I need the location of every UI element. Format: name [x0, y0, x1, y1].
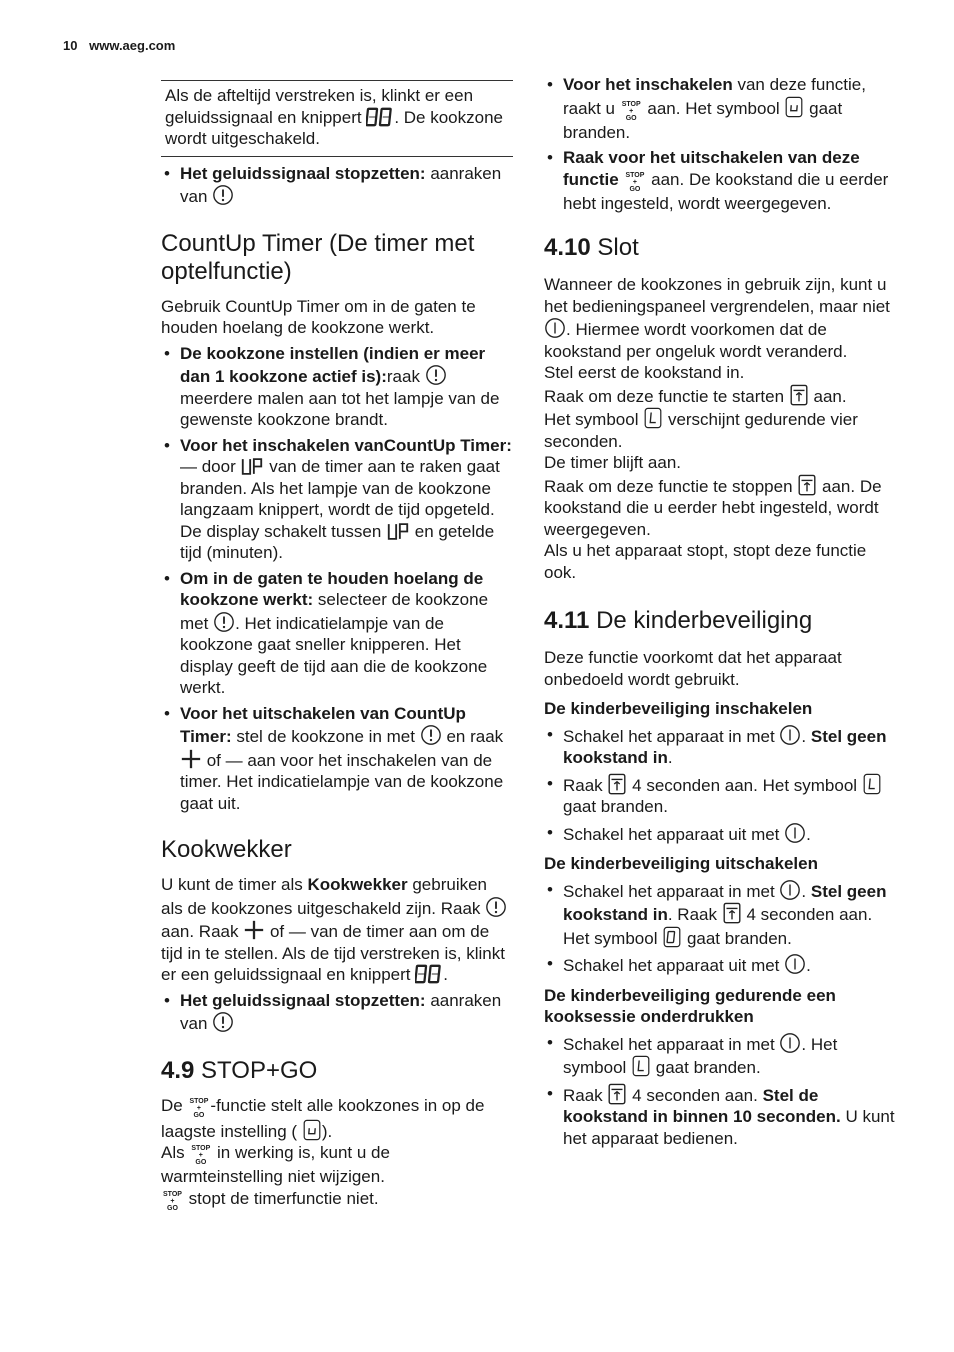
heading-countup: CountUp Timer (De timer met optelfunctie) [161, 229, 475, 285]
heading-kookwekker: Kookwekker [161, 836, 292, 863]
power-icon [779, 879, 801, 901]
list-item: • Raak 4 seconden aan. Stel de kookstand in binnen 10 seconden. U kunt het apparaat bedienen. [544, 1083, 896, 1150]
power-icon [784, 953, 806, 975]
right-column [544, 70, 896, 1153]
power-icon [784, 822, 806, 844]
heading-kinderbeveiliging: 4.11 De kinderbeveiliging [544, 607, 813, 634]
symbol-l-icon [862, 773, 882, 795]
subheading: De kinderbeveiliging inschakelen [544, 699, 813, 718]
list-item: • Voor het inschakelen van deze functie, raakt u STOP + GO aan. Het symbool gaat branden. [544, 74, 896, 143]
plus-icon [180, 748, 202, 770]
list-item: • Het geluidssignaal stopzetten: aanraken van [161, 990, 513, 1035]
paragraph: U kunt de timer als Kookwekker gebruiken als de kookzones uitgeschakeld zijn. Raak aan. Raak of — van de timer aan om de tijd in te stellen. Als de tijd verstreken is, klinkt er een geluidssignaal en knippert . [161, 874, 513, 986]
list-item: • Schakel het apparaat in met . Het symbool gaat branden. [544, 1032, 896, 1079]
stop-go-icon: STOP + GO [621, 100, 641, 122]
stop-go-icon: STOP + GO [625, 171, 645, 193]
paragraph: Deze functie voorkomt dat het apparaat onbedoeld wordt gebruikt. [544, 648, 842, 689]
timer-note: Als de afteltijd verstreken is, klinkt er een geluidssignaal en knippert . De kookzone wordt uitgeschakeld. [161, 80, 513, 157]
timer-icon [212, 184, 234, 206]
subheading: De kinderbeveiliging gedurende een kooksessie onderdrukken [544, 985, 836, 1026]
list-item: • Schakel het apparaat in met . Stel geen kookstand in. [544, 724, 896, 769]
header-url: www.aeg.com [89, 38, 176, 53]
symbol-l-icon [631, 1055, 651, 1077]
list-item: • Schakel het apparaat uit met . [544, 953, 896, 977]
list-item: • Raak 4 seconden aan. Het symbool gaat branden. [544, 773, 896, 818]
list-item: • De kookzone instellen (indien er meer dan 1 kookzone actief is):raak meerdere malen aan tot het lampje van de gewenste kookzone brandt. [161, 343, 513, 431]
heading-slot: 4.10 Slot [544, 234, 639, 261]
list-item: • Raak voor het uitschakelen van deze functie STOP + GO aan. De kookstand die u eerder hebt ingesteld, wordt weergegeven. [544, 147, 896, 214]
paragraph: De STOP + GO-functie stelt alle kookzones in op de laagste instelling ( ). [161, 1095, 485, 1141]
lock-icon [797, 474, 817, 496]
list-item: • Voor het uitschakelen van CountUp Timer: stel de kookzone in met en raak of — aan voor het inschakelen van de timer. Het indicatielampje van de kookzone gaat uit. [161, 703, 513, 815]
timer-icon [425, 364, 447, 386]
power-icon [779, 724, 801, 746]
list-item: • Om in de gaten te houden hoelang de kookzone werkt: selecteer de kookzone met . Het indicatielampje van de kookzone gaat sneller knipperen. Het display geeft de tijd aan die de kookzone werkt. [161, 568, 513, 699]
symbol-l-icon [643, 407, 663, 429]
heading-stopgo: 4.9 STOP+GO [161, 1056, 318, 1084]
plus-icon [243, 919, 265, 941]
timer-icon [485, 896, 507, 918]
lock-icon [607, 1083, 627, 1105]
symbol-u-icon [784, 96, 804, 118]
stop-go-icon: STOP + GO [163, 1190, 182, 1212]
symbol-u-icon [302, 1119, 322, 1141]
lock-icon [607, 773, 627, 795]
list-item: • Schakel het apparaat uit met . [544, 822, 896, 846]
power-icon [544, 317, 566, 339]
lock-icon [722, 902, 742, 924]
paragraph: Als STOP + GO in werking is, kunt u de warmteinstelling niet wijzigen. [161, 1143, 390, 1186]
left-column [161, 80, 513, 1212]
paragraph: Gebruik CountUp Timer om in de gaten te houden hoelang de kookzone werkt. [161, 296, 476, 337]
lock-icon [789, 384, 809, 406]
list-item: • Het geluidssignaal stopzetten: aanraken van [161, 163, 513, 208]
stop-go-icon: STOP + GO [189, 1097, 209, 1119]
display-00-icon [415, 964, 443, 984]
timer-icon [213, 611, 235, 633]
subheading: De kinderbeveiliging uitschakelen [544, 854, 818, 873]
display-00-icon [366, 107, 394, 127]
page-header [63, 38, 175, 53]
stop-go-icon: STOP + GO [191, 1145, 211, 1166]
list-item: • Voor het inschakelen vanCountUp Timer: — door van de timer aan te raken gaat branden. Als het lampje van de kookzone langzaam knippert, wordt de tijd opgeteld. De display schakelt tussen en getelde tijd (minuten). [161, 435, 513, 564]
page-number: 10 [63, 38, 78, 53]
paragraph: Wanneer de kookzones in gebruik zijn, kunt u het bedieningspaneel vergrendelen, maar niet . Hiermee wordt voorkomen dat de kookstand per ongeluk wordt veranderd. Stel eerst de kookstand in. Raak om deze functie te starten aan. Het symbool verschijnt gedurende vier seconden. De timer blijft aan. Raak om deze functie te stoppen aan. De kookstand die u eerder hebt ingesteld, wordt weergegeven. Als u het apparaat stopt, stopt deze functie ook. [544, 275, 890, 582]
power-icon [779, 1032, 801, 1054]
up-display-icon [240, 457, 264, 476]
list-item: • Schakel het apparaat in met . Stel geen kookstand in. Raak 4 seconden aan. Het symbool gaat branden. [544, 879, 896, 950]
timer-icon [420, 724, 442, 746]
paragraph: STOP + GO stopt de timerfunctie niet. [163, 1188, 379, 1212]
up-display-icon [386, 522, 410, 541]
timer-icon [212, 1011, 234, 1033]
symbol-0-icon [662, 926, 682, 948]
